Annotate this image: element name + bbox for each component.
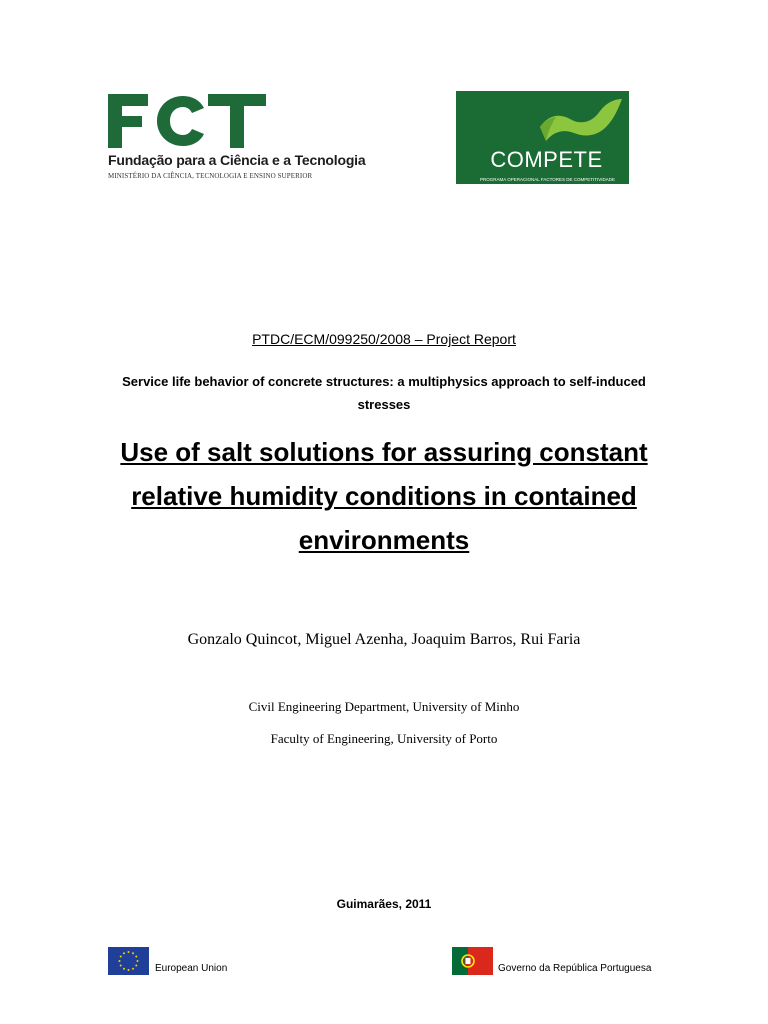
affiliation-porto: Faculty of Engineering, University of Porto <box>270 731 498 746</box>
place-date: Guimarães, 2011 <box>336 897 432 911</box>
fct-logo <box>108 92 378 187</box>
project-report-code: PTDC/ECM/099250/2008 – Project Report <box>252 331 516 347</box>
project-subtitle: Service life behavior of concrete structures: a multiphysics approach to self-induced stresses <box>122 374 646 412</box>
portugal-flag-icon <box>452 947 493 975</box>
portugal-government-label: Governo da República Portuguesa <box>498 963 652 974</box>
fct-ministry-line: MINISTÉRIO DA CIÊNCIA, TECNOLOGIA E ENSINO SUPERIOR <box>108 172 313 180</box>
document-title: Use of salt solutions for assuring constant relative humidity conditions in contained environments <box>120 437 648 555</box>
fct-letters-logo <box>108 92 268 150</box>
waving-flag-icon <box>534 97 626 145</box>
eu-flag-icon <box>108 947 149 975</box>
compete-logo <box>456 91 629 184</box>
fct-full-name: Fundação para a Ciência e a Tecnologia <box>108 152 366 168</box>
compete-wordmark: COMPETE <box>490 147 603 172</box>
authors-line: Gonzalo Quincot, Miguel Azenha, Joaquim Barros, Rui Faria <box>187 631 581 648</box>
eu-label: European Union <box>155 963 228 974</box>
compete-subtitle: PROGRAMA OPERACIONAL FACTORES DE COMPETITIVIDADE <box>479 177 616 182</box>
affiliation-minho: Civil Engineering Department, University of Minho <box>248 699 520 714</box>
